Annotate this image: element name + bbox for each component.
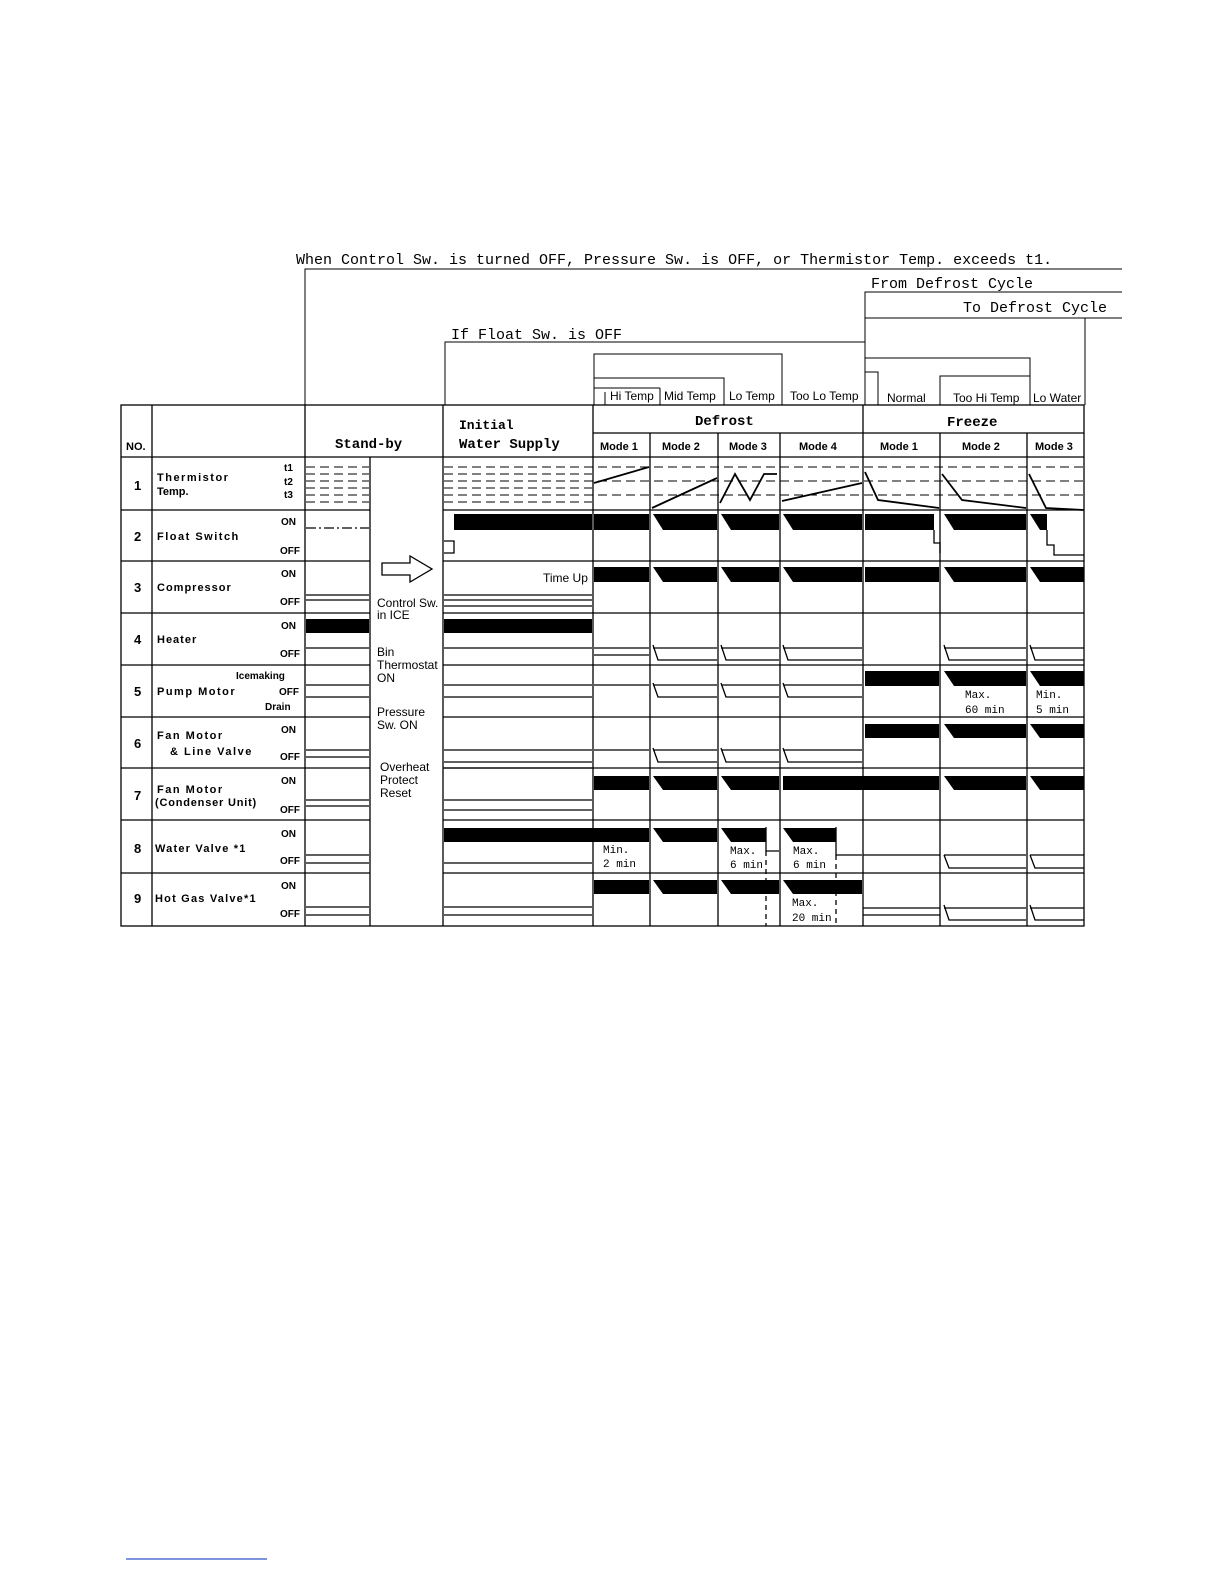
row-5-no: 5 — [134, 684, 142, 699]
header-defrost: Defrost — [695, 414, 754, 430]
row-6-state-on: ON — [281, 725, 296, 736]
defrost-mode-1: Mode 1 — [600, 441, 638, 453]
header-initial-2: Water Supply — [459, 437, 560, 453]
row-1-state-t2: t2 — [284, 477, 293, 488]
label-lo-temp: Lo Temp — [729, 389, 775, 403]
row-7-state-on: ON — [281, 776, 296, 787]
row-8-no: 8 — [134, 841, 142, 856]
note-control-sw: Control Sw. — [377, 596, 439, 610]
note-on: ON — [377, 671, 395, 685]
condition-top-text: When Control Sw. is turned OFF, Pressure Sw. is OFF, or Thermistor Temp. exceeds t1. — [296, 252, 1053, 269]
right-arrow-icon — [382, 556, 432, 582]
row-4-no: 4 — [134, 632, 142, 647]
pump-freeze-3-note-2: 5 min — [1036, 705, 1070, 717]
condition-to-defrost: To Defrost Cycle — [963, 300, 1108, 317]
note-protect: Protect — [380, 773, 419, 787]
hotgas-defrost-4-note-1: Max. — [792, 898, 819, 910]
on-bars — [306, 567, 1084, 894]
row-2-state-on: ON — [281, 517, 296, 528]
row-9-name: Hot Gas Valve*1 — [155, 893, 257, 905]
note-bin: Bin — [377, 645, 395, 659]
pump-freeze-3-note-1: Min. — [1036, 690, 1063, 702]
label-too-hi-temp: Too Hi Temp — [953, 391, 1020, 405]
row-8-state-off: OFF — [280, 856, 300, 867]
row-7-no: 7 — [134, 788, 142, 803]
header-freeze: Freeze — [947, 415, 998, 431]
thermistor-trend — [594, 467, 1084, 510]
note-in-ice: in ICE — [377, 608, 410, 622]
defrost-mode-2: Mode 2 — [662, 441, 700, 453]
header-no: NO. — [126, 441, 146, 453]
condition-from-defrost: From Defrost Cycle — [871, 276, 1034, 293]
header-initial-1: Initial — [459, 418, 514, 433]
row-7-name-2: (Condenser Unit) — [155, 797, 258, 809]
note-thermostat: Thermostat — [377, 658, 438, 672]
row-1-state-t3: t3 — [284, 490, 293, 501]
row-4-state-off: OFF — [280, 649, 300, 660]
water-defrost-4-note-1: Max. — [793, 846, 820, 858]
water-defrost-3-note-2: 6 min — [730, 860, 764, 872]
row-7-name-1: Fan Motor — [157, 784, 224, 796]
row-6-name-2: & Line Valve — [170, 746, 253, 758]
row-8-state-on: ON — [281, 829, 296, 840]
row-5-state-drain: Drain — [265, 702, 291, 713]
row-3-state-off: OFF — [280, 597, 300, 608]
row-3-state-on: ON — [281, 569, 296, 580]
freeze-mode-2: Mode 2 — [962, 441, 1000, 453]
row-6-state-off: OFF — [280, 752, 300, 763]
defrost-mode-4: Mode 4 — [799, 441, 837, 453]
water-defrost-1-note-1: Min. — [603, 845, 630, 857]
row-8-name: Water Valve *1 — [155, 843, 247, 855]
row-9-state-off: OFF — [280, 909, 300, 920]
label-lo-water: Lo Water — [1033, 391, 1082, 405]
row-3-name: Compressor — [157, 582, 232, 594]
water-defrost-3-note-1: Max. — [730, 846, 757, 858]
water-defrost-4-note-2: 6 min — [793, 860, 827, 872]
row-7-state-off: OFF — [280, 805, 300, 816]
onoff-waves — [306, 595, 1084, 920]
row-1-name-1: Thermistor — [157, 472, 230, 484]
hotgas-defrost-4-note-2: 20 min — [792, 913, 832, 925]
water-defrost-1-note-2: 2 min — [603, 859, 637, 871]
row-9-state-on: ON — [281, 881, 296, 892]
row-2-state-off: OFF — [280, 546, 300, 557]
note-pressure: Pressure — [377, 705, 426, 719]
note-reset: Reset — [380, 786, 412, 800]
row-4-name: Heater — [157, 634, 198, 646]
note-time-up: Time Up — [543, 571, 588, 585]
pump-freeze-2-note-2: 60 min — [965, 705, 1005, 717]
row-5-state-icemaking: Icemaking — [236, 671, 285, 682]
row-6-no: 6 — [134, 736, 142, 751]
label-hi-temp: Hi Temp — [610, 389, 654, 403]
thermistor-levels — [306, 467, 1084, 502]
row-5-name: Pump Motor — [157, 686, 237, 698]
row-9-no: 9 — [134, 891, 142, 906]
condition-float-off: If Float Sw. is OFF — [451, 327, 623, 344]
pump-freeze-2-note-1: Max. — [965, 690, 992, 702]
float-switch-wave — [306, 514, 1084, 555]
row-1-no: 1 — [134, 478, 142, 493]
label-too-lo-temp: Too Lo Temp — [790, 389, 859, 403]
freeze-mode-3: Mode 3 — [1035, 441, 1073, 453]
label-mid-temp: Mid Temp — [664, 389, 716, 403]
row-5-state-off: OFF — [279, 687, 299, 698]
row-6-name-1: Fan Motor — [157, 730, 224, 742]
row-2-no: 2 — [134, 529, 142, 544]
freeze-mode-1: Mode 1 — [880, 441, 918, 453]
row-3-no: 3 — [134, 580, 142, 595]
header-standby: Stand-by — [335, 437, 403, 453]
note-overheat: Overheat — [380, 760, 430, 774]
row-2-name: Float Switch — [157, 531, 240, 543]
label-normal: Normal — [887, 391, 926, 405]
defrost-mode-3: Mode 3 — [729, 441, 767, 453]
note-sw-on: Sw. ON — [377, 718, 418, 732]
row-1-name-2: Temp. — [157, 486, 189, 498]
row-1-state-t1: t1 — [284, 463, 293, 474]
row-4-state-on: ON — [281, 621, 296, 632]
